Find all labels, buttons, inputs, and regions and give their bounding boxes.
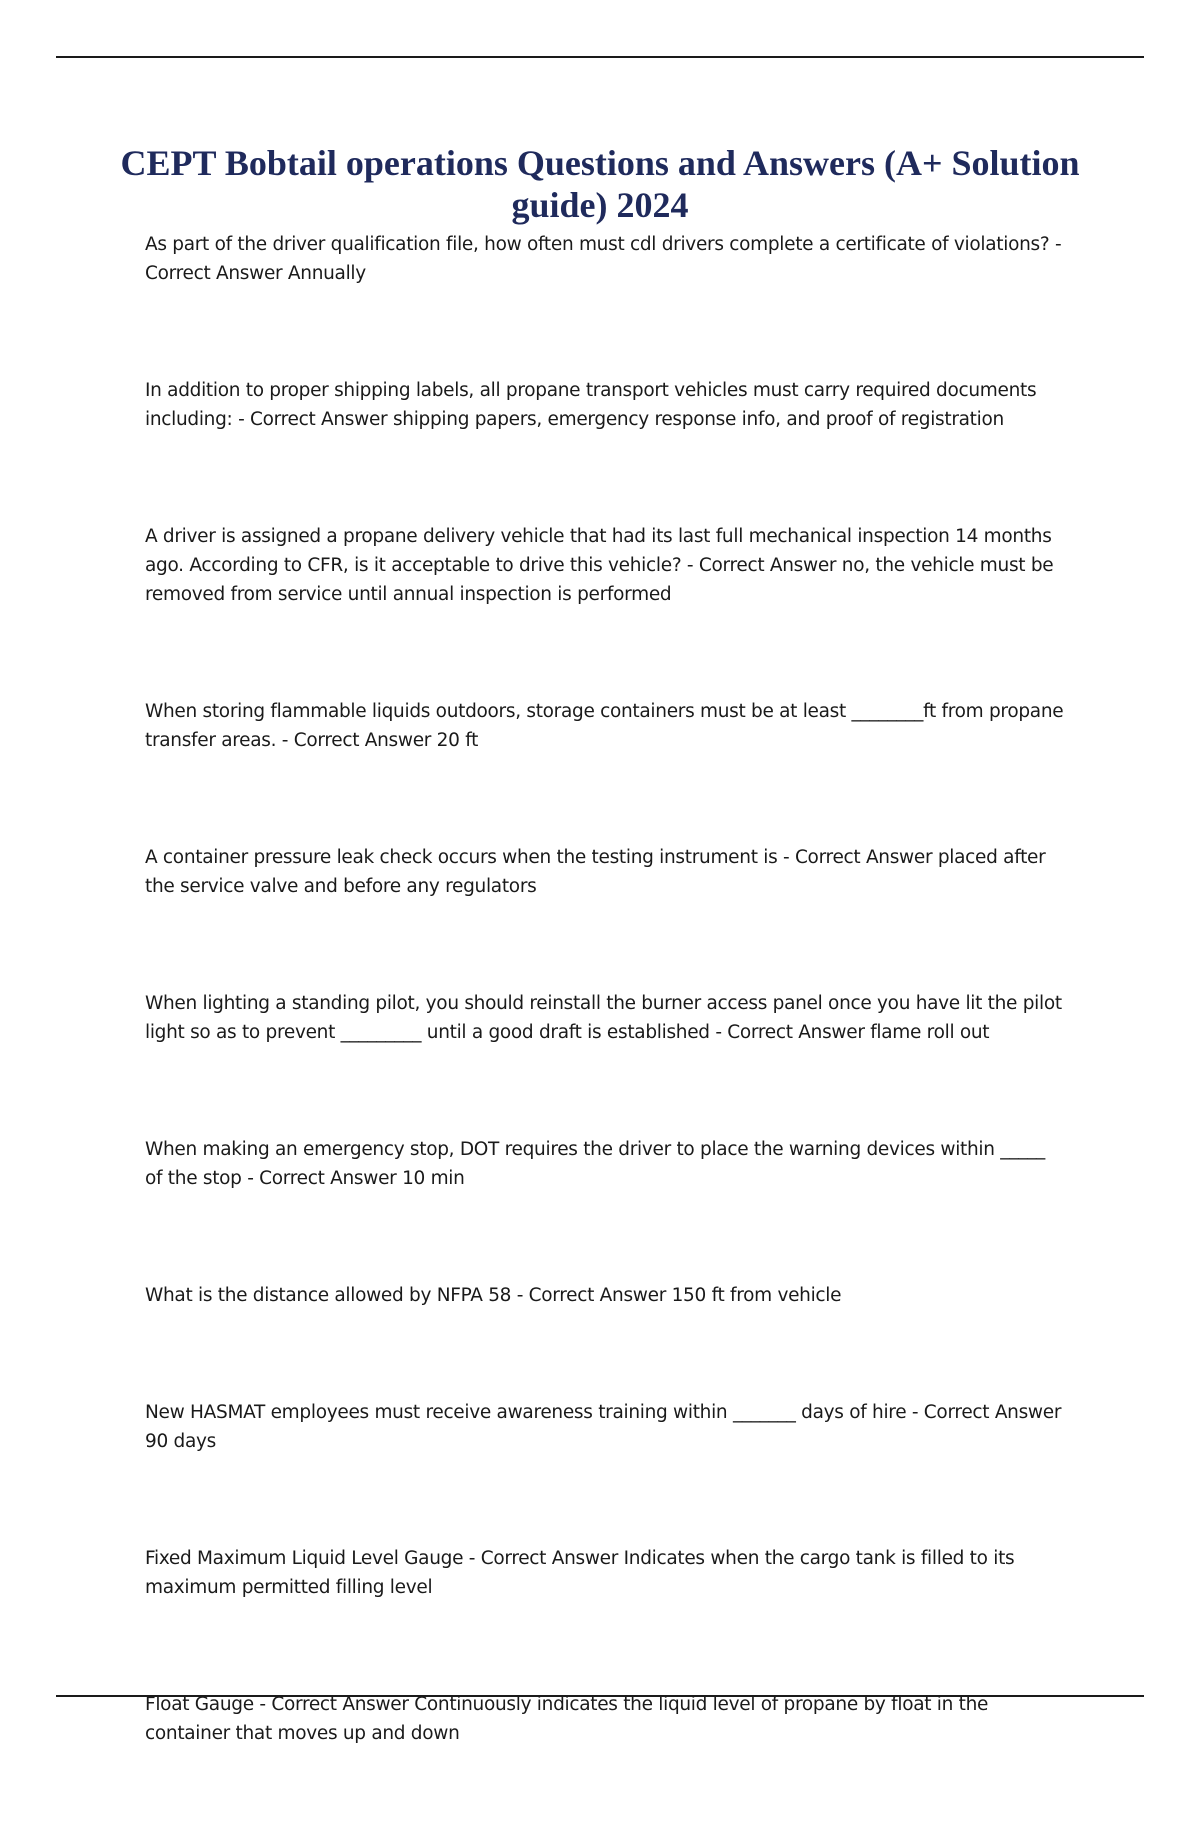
header-rule bbox=[56, 56, 1144, 58]
qa-item: When storing flammable liquids outdoors, storage containers must be at least ________ft from propane transfer areas. - Correct Answer 20 ft bbox=[145, 701, 1064, 751]
qa-item: When making an emergency stop, DOT requires the driver to place the warning devices within _____ of the stop - Correct Answer 10 min bbox=[145, 1139, 1046, 1189]
qa-item: Float Gauge - Correct Answer Continuously indicates the liquid level of propane by float in the container that moves up and down bbox=[145, 1694, 989, 1744]
qa-item: When lighting a standing pilot, you should reinstall the burner access panel once you have lit the pilot light so as to prevent _________ until a good draft is established - Correct Answer flame roll out bbox=[145, 993, 1062, 1043]
qa-list bbox=[145, 230, 1065, 1836]
qa-item: As part of the driver qualification file, how often must cdl drivers complete a certificate of violations? - Correct Answer Annually bbox=[145, 234, 1062, 284]
document-title: CEPT Bobtail operations Questions and Answers (A+ Solution guide) 2024 bbox=[120, 143, 1080, 225]
qa-item: A driver is assigned a propane delivery vehicle that had its last full mechanical inspection 14 months ago. According to CFR, is it acceptable to drive this vehicle? - Correct Answer no, the vehicle must be removed from service until annual inspection is performed bbox=[145, 526, 1054, 605]
footer-rule bbox=[56, 1695, 1144, 1697]
qa-item: New HASMAT employees must receive awareness training within _______ days of hire - Correct Answer 90 days bbox=[145, 1402, 1062, 1452]
qa-item: A container pressure leak check occurs when the testing instrument is - Correct Answer placed after the service valve and before any regulators bbox=[145, 847, 1046, 897]
qa-item: What is the distance allowed by NFPA 58 - Correct Answer 150 ft from vehicle bbox=[145, 1285, 842, 1306]
qa-item: In addition to proper shipping labels, all propane transport vehicles must carry required documents including: - Correct Answer shipping papers, emergency response info, and proof of registration bbox=[145, 380, 1037, 430]
qa-item: Fixed Maximum Liquid Level Gauge - Correct Answer Indicates when the cargo tank is filled to its maximum permitted filling level bbox=[145, 1548, 1015, 1598]
